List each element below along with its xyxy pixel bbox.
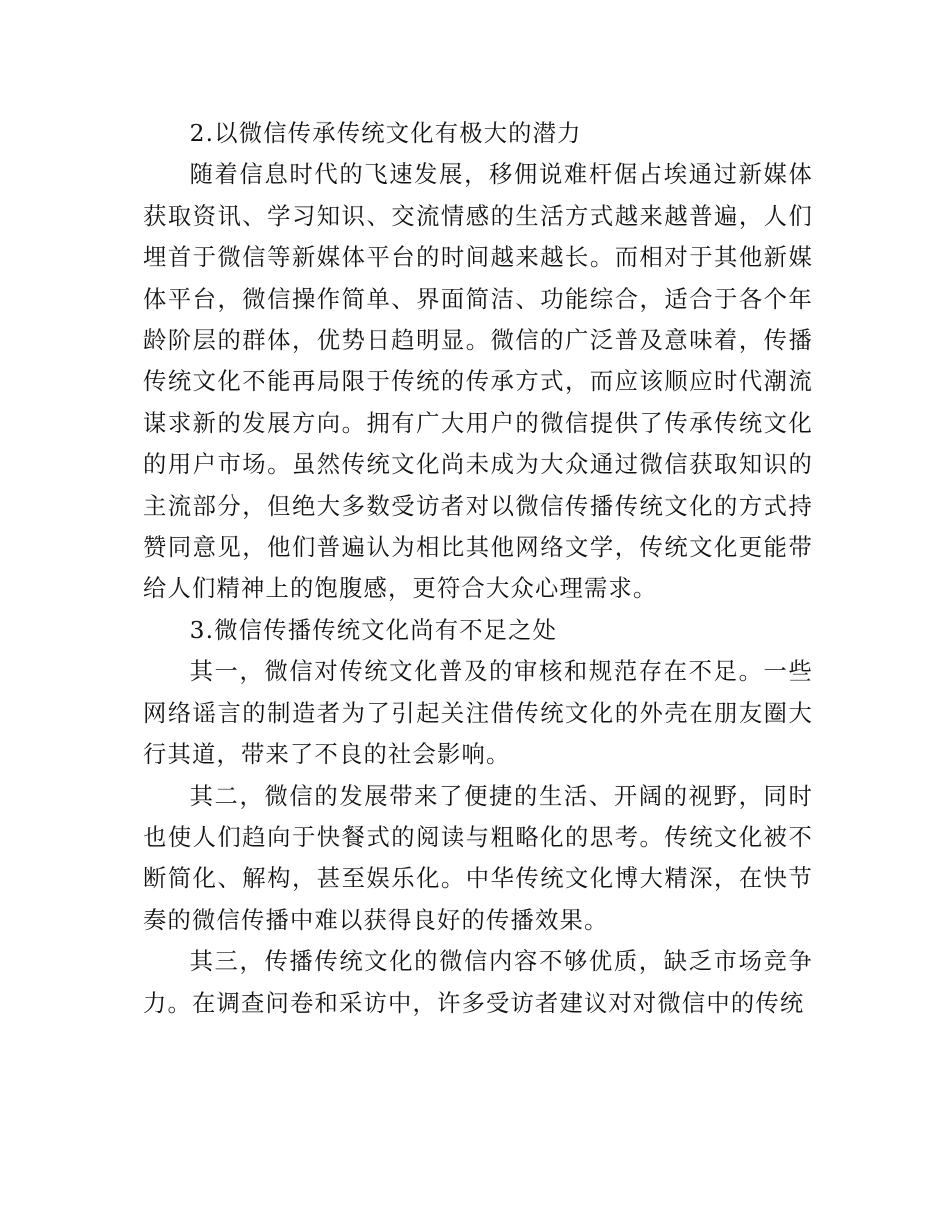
- section-heading-3: 3.微信传播传统文化尚有不足之处: [189, 616, 558, 644]
- paragraph-third-shortcoming: 其三，传播传统文化的微信内容不够优质，缺乏市场竞争力。在调查问卷和采访中，许多受访者建议对对微信中的传统: [143, 948, 813, 1017]
- paragraph-second-shortcoming: 其二，微信的发展带来了便捷的生活、开阔的视野，同时也使人们趋向于快餐式的阅读与粗略化的思考。传统文化被不断简化、解构，甚至娱乐化。中华传统文化博大精深，在快节奏的微信传播中难以获得良好的传播效果。: [143, 782, 813, 934]
- section-heading-2: 2.以微信传承传统文化有极大的潜力: [189, 120, 582, 147]
- paragraph-first-shortcoming: 其一，微信对传统文化普及的审核和规范存在不足。一些网络谣言的制造者为了引起关注借传统文化的外壳在朋友圈大行其道，带来了不良的社会影响。: [143, 658, 813, 769]
- document-body: [143, 113, 813, 1024]
- paragraph-wechat-potential: 随着信息时代的飞速发展，移佣说难杆倨占埃通过新媒体获取资讯、学习知识、交流情感的生活方式越来越普遍，人们埋首于微信等新媒体平台的时间越来越长。而相对于其他新媒体平台，微信操作简单、界面简洁、功能综合，适合于各个年龄阶层的群体，优势日趋明显。微信的广泛普及意味着，传播传统文化不能再局限于传统的传承方式，而应该顺应时代潮流谋求新的发展方向。拥有广大用户的微信提供了传承传统文化的用户市场。虽然传统文化尚未成为大众通过微信获取知识的主流部分，但绝大多数受访者对以微信传播传统文化的方式持赞同意见，他们普遍认为相比其他网络文学，传统文化更能带给人们精神上的饱腹感，更符合大众心理需求。: [143, 161, 813, 603]
